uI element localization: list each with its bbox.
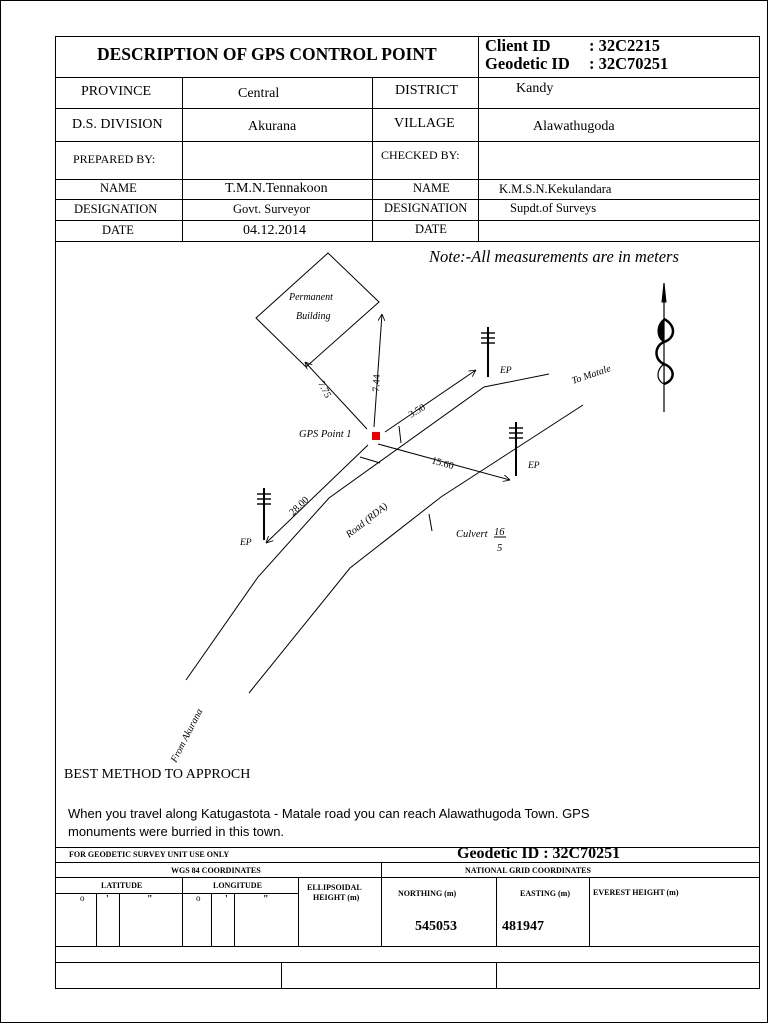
lon-degree-symbol: o: [196, 893, 201, 903]
geodetic-id-label: Geodetic ID: [485, 54, 570, 73]
ep-label-left: EP: [240, 538, 252, 548]
distance-15-60: 15.60: [430, 455, 455, 473]
name-label-right: NAME: [413, 181, 450, 195]
checked-designation: Supdt.of Surveys: [510, 201, 597, 215]
approach-heading: BEST METHOD TO APPROCH: [64, 767, 251, 782]
approach-text-line2: monuments were burried in this town.: [68, 824, 285, 839]
building-label-line1: Permanent: [289, 292, 333, 303]
ellipsoidal-header-line1: ELLIPSOIDAL: [307, 883, 362, 892]
wgs84-header: WGS 84 COORDINATES: [171, 866, 261, 875]
distance-7-75: 7.75: [315, 379, 334, 400]
ds-division-label: D.S. DIVISION: [72, 117, 163, 132]
national-grid-header: NATIONAL GRID COORDINATES: [465, 866, 591, 875]
north-arrow-icon: [657, 283, 674, 412]
gps-point-label: GPS Point 1: [299, 429, 352, 440]
ep-pole-right: [509, 422, 523, 476]
geodetic-id-footer: Geodetic ID : 32C70251: [457, 845, 621, 862]
lon-second-symbol: ": [263, 894, 269, 905]
ep-pole-top: [481, 327, 495, 377]
client-id-value: : 32C2215: [589, 36, 661, 55]
lat-minute-symbol: ': [106, 894, 109, 905]
checked-by-label: CHECKED BY:: [381, 148, 460, 162]
everest-height-header: EVEREST HEIGHT (m): [593, 888, 679, 897]
latitude-header: LATITUDE: [101, 881, 143, 890]
date-label-right: DATE: [415, 222, 447, 236]
ep-label-top: EP: [500, 366, 512, 376]
lon-minute-symbol: ': [225, 894, 228, 905]
district-label: DISTRICT: [395, 83, 458, 98]
designation-label-left: DESIGNATION: [74, 202, 158, 216]
measure-line-350: [385, 370, 476, 432]
permanent-building-shape: [256, 253, 379, 367]
document-title: DESCRIPTION OF GPS CONTROL POINT: [97, 44, 437, 64]
client-id-label: Client ID: [485, 36, 551, 55]
prepared-designation: Govt. Surveyor: [233, 202, 311, 216]
northing-value: 545053: [415, 919, 457, 934]
measurement-note: Note:-All measurements are in meters: [429, 247, 679, 266]
approach-text-line1: When you travel along Katugastota - Matale road you can reach Alawathugoda Town. GPS: [68, 806, 590, 821]
culvert-denominator: 5: [497, 543, 503, 554]
date-label-left: DATE: [102, 223, 134, 237]
ellipsoidal-header-line2: HEIGHT (m): [313, 893, 360, 902]
province-label: PROVINCE: [81, 84, 152, 99]
building-label-line2: Building: [296, 311, 331, 322]
gps-point-marker: [372, 432, 380, 440]
culvert-numerator: 16: [494, 527, 505, 538]
prepared-date: 04.12.2014: [243, 223, 306, 238]
unit-use-label: FOR GEODETIC SURVEY UNIT USE ONLY: [69, 850, 230, 859]
measure-line-775: [305, 362, 367, 429]
distance-7-44: 7.44: [371, 374, 383, 393]
road-label: Road (RDA): [344, 501, 391, 541]
district-value: Kandy: [516, 81, 554, 96]
distance-3-50: 3.50: [406, 402, 428, 421]
village-value: Alawathugoda: [533, 119, 615, 134]
easting-value: 481947: [502, 919, 544, 934]
ds-division-value: Akurana: [248, 119, 297, 134]
province-value: Central: [238, 86, 280, 101]
village-label: VILLAGE: [394, 116, 455, 131]
longitude-header: LONGITUDE: [213, 881, 262, 890]
road-lower-edge: [249, 405, 583, 693]
measure-line-744: [374, 314, 382, 427]
to-matale-label: To Matale: [570, 363, 613, 387]
easting-header: EASTING (m): [520, 889, 571, 898]
from-akurana-label: From Akurana: [168, 707, 206, 765]
designation-label-right: DESIGNATION: [384, 201, 468, 215]
distance-28-00: 28.00: [287, 494, 312, 519]
lat-degree-symbol: o: [80, 893, 85, 903]
northing-header: NORTHING (m): [398, 889, 457, 898]
ep-label-right: EP: [528, 461, 540, 471]
lat-second-symbol: ": [147, 894, 153, 905]
ep-pole-left: [257, 488, 271, 540]
geodetic-id-value: : 32C70251: [589, 54, 669, 73]
prepared-name: T.M.N.Tennakoon: [225, 181, 328, 196]
prepared-by-label: PREPARED BY:: [73, 152, 156, 166]
checked-name: K.M.S.N.Kekulandara: [499, 182, 612, 196]
name-label-left: NAME: [100, 181, 137, 195]
culvert-label: Culvert: [456, 529, 488, 540]
